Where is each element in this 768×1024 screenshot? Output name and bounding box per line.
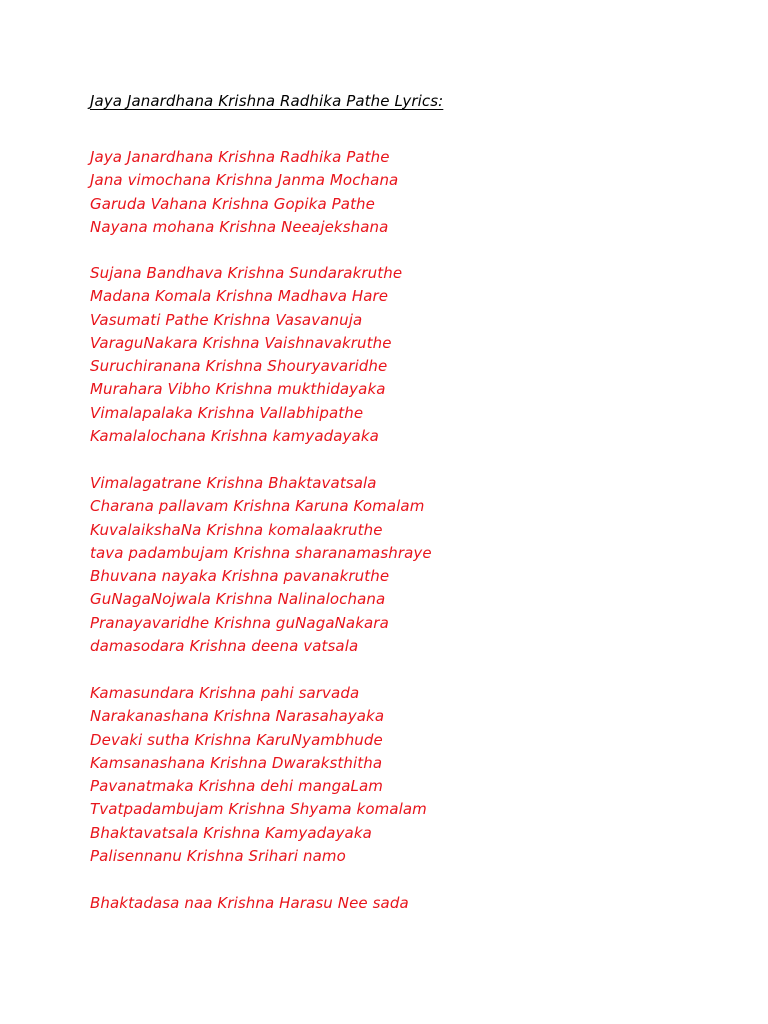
lyric-line: Suruchiranana Krishna Shouryavaridhe: [90, 357, 388, 376]
lyric-line: VaraguNakara Krishna Vaishnavakruthe: [90, 333, 392, 352]
lyric-line: Jana vimochana Krishna Janma Mochana: [90, 171, 399, 190]
lyric-line: Murahara Vibho Krishna mukthidayaka: [90, 380, 386, 399]
lyric-line: Kamasundara Krishna pahi sarvada: [90, 684, 360, 702]
lyric-line: Devaki sutha Krishna KaruNyambhude: [90, 730, 383, 749]
lyric-line: Tvatpadambujam Krishna Shyama komalam: [90, 800, 427, 819]
lyric-line: Bhuvana nayaka Krishna pavanakruthe: [90, 567, 390, 586]
lyric-line: Pavanatmaka Krishna dehi mangaLam: [90, 777, 383, 796]
lyric-line: Narakanashana Krishna Narasahayaka: [90, 707, 385, 726]
lyric-line: Vimalapalaka Krishna Vallabhipathe: [90, 403, 364, 422]
lyric-line: tava padambujam Krishna sharanamashraye: [90, 543, 432, 562]
lyric-line: Bhaktavatsala Krishna Kamyadayaka: [90, 823, 372, 842]
lyric-line: Sujana Bandhava Krishna Sundarakruthe: [90, 264, 403, 282]
lyric-line: Jaya Janardhana Krishna Radhika Pathe: [90, 148, 390, 166]
lyric-line: Charana pallavam Krishna Karuna Komalam: [90, 497, 425, 516]
verse-3: [90, 472, 432, 658]
lyric-line: damasodara Krishna deena vatsala: [90, 637, 359, 656]
lyric-line: Kamalalochana Krishna kamyadayaka: [90, 427, 379, 446]
lyric-line: GuNagaNojwala Krishna Nalinalochana: [90, 590, 386, 609]
verse-5: [90, 892, 409, 915]
lyric-line: Nayana mohana Krishna Neeajekshana: [90, 217, 389, 236]
verse-2: [90, 262, 402, 448]
lyric-line: Bhaktadasa naa Krishna Harasu Nee sada: [90, 894, 409, 912]
lyric-line: Madana Komala Krishna Madhava Hare: [90, 287, 389, 306]
verse-4: [90, 682, 427, 868]
lyrics-heading: Jaya Janardhana Krishna Radhika Pathe Lyrics:: [90, 92, 444, 110]
lyric-line: Palisennanu Krishna Srihari namo: [90, 847, 346, 866]
lyric-line: Kamsanashana Krishna Dwaraksthitha: [90, 753, 383, 772]
lyric-line: Vimalagatrane Krishna Bhaktavatsala: [90, 474, 377, 492]
verse-1: [90, 146, 398, 239]
lyric-line: KuvalaikshaNa Krishna komalaakruthe: [90, 520, 383, 539]
lyric-line: Garuda Vahana Krishna Gopika Pathe: [90, 194, 375, 213]
lyric-line: Vasumati Pathe Krishna Vasavanuja: [90, 310, 363, 329]
lyric-line: Pranayavaridhe Krishna guNagaNakara: [90, 613, 389, 632]
